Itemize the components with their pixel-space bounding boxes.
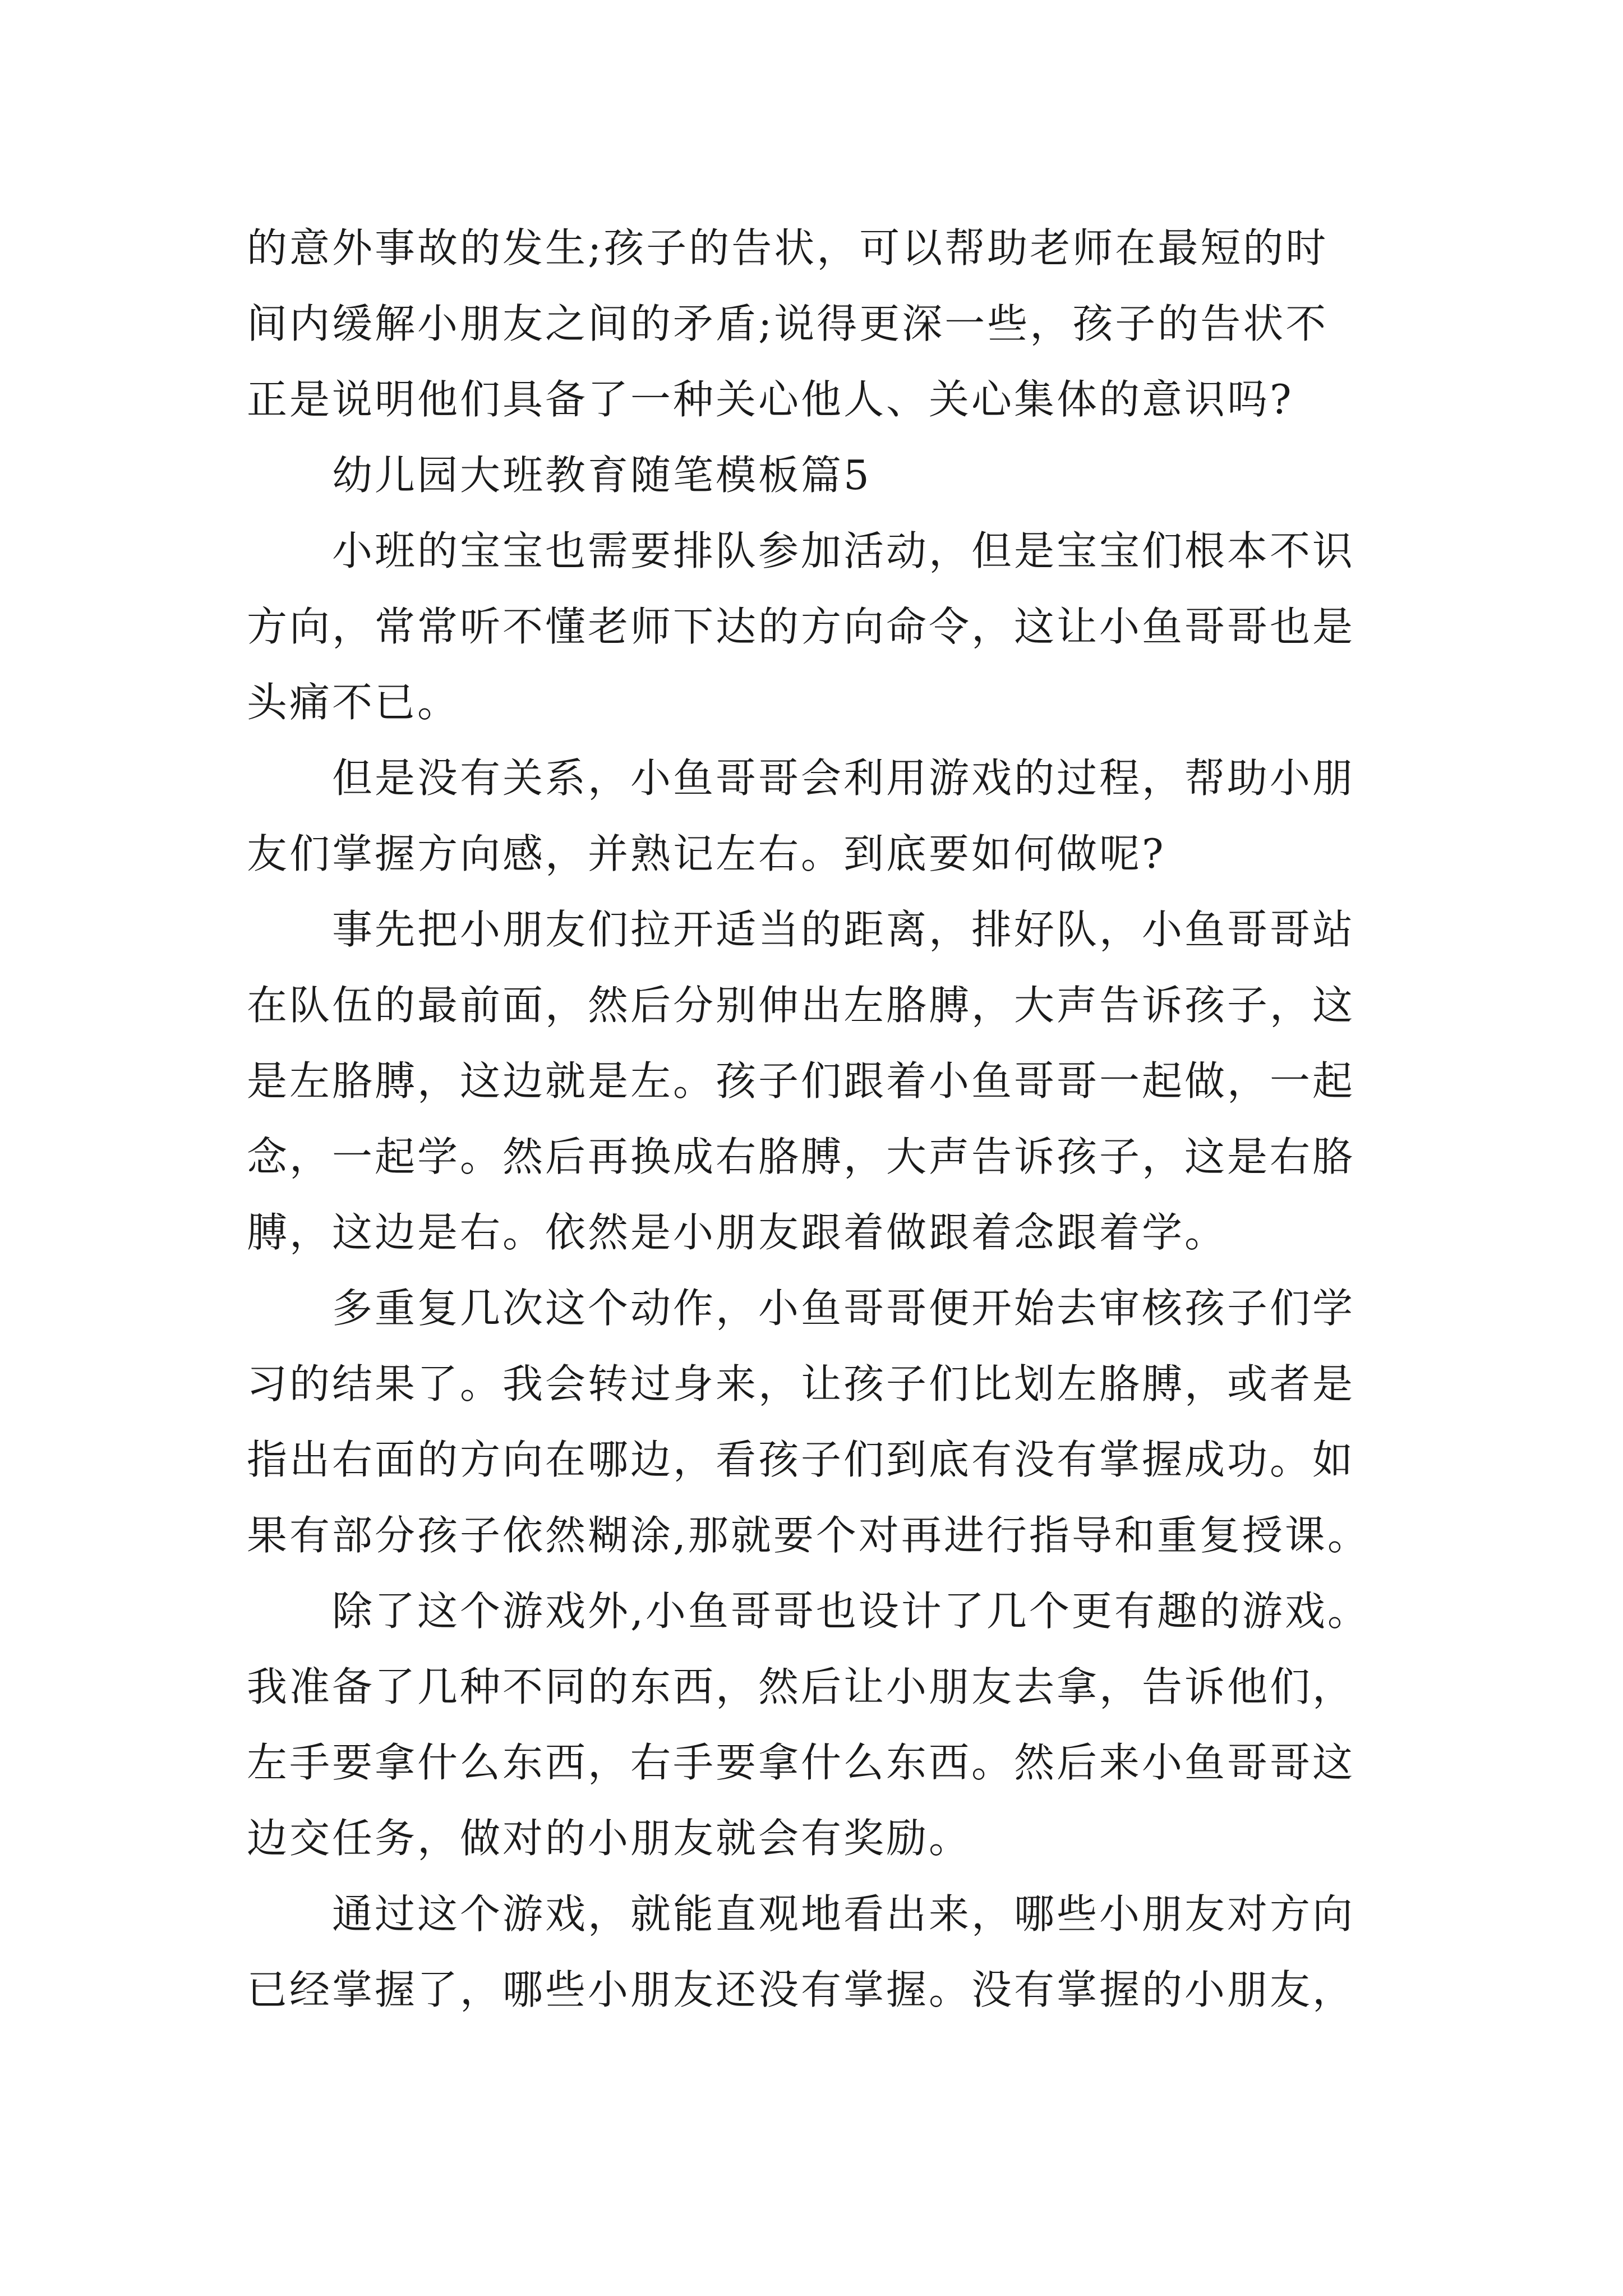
text-line: 在队伍的最前面，然后分别伸出左胳膊，大声告诉孩子，这 <box>247 982 1355 1029</box>
text-line: 左手要拿什么东西，右手要拿什么东西。然后来小鱼哥哥这 <box>247 1739 1355 1786</box>
text-line: 我准备了几种不同的东西，然后让小朋友去拿，告诉他们， <box>247 1663 1355 1710</box>
text-line: 膊，这边是右。依然是小朋友跟着做跟着念跟着学。 <box>247 1209 1228 1256</box>
text-line: 的意外事故的发生;孩子的告状，可以帮助老师在最短的时 <box>247 224 1329 272</box>
section-heading: 幼儿园大班教育随笔模板篇5 <box>247 452 872 499</box>
text-line: 指出右面的方向在哪边，看孩子们到底有没有掌握成功。如 <box>247 1436 1355 1483</box>
text-line: 间内缓解小朋友之间的矛盾;说得更深一些，孩子的告状不 <box>247 300 1329 347</box>
text-line: 多重复几次这个动作，小鱼哥哥便开始去审核孩子们学 <box>247 1285 1355 1332</box>
text-line: 通过这个游戏，就能直观地看出来，哪些小朋友对方向 <box>247 1890 1355 1938</box>
text-line: 边交任务，做对的小朋友就会有奖励。 <box>247 1815 972 1862</box>
text-line: 事先把小朋友们拉开适当的距离，排好队，小鱼哥哥站 <box>247 906 1355 953</box>
text-line: 小班的宝宝也需要排队参加活动，但是宝宝们根本不识 <box>247 527 1355 574</box>
text-line: 方向，常常听不懂老师下达的方向命令，这让小鱼哥哥也是 <box>247 603 1355 650</box>
text-line: 除了这个游戏外,小鱼哥哥也设计了几个更有趣的游戏。 <box>247 1588 1370 1635</box>
text-line: 是左胳膊，这边就是左。孩子们跟着小鱼哥哥一起做，一起 <box>247 1057 1355 1105</box>
text-line: 但是没有关系，小鱼哥哥会利用游戏的过程，帮助小朋 <box>247 754 1355 802</box>
text-line: 友们掌握方向感，并熟记左右。到底要如何做呢? <box>247 830 1166 877</box>
text-line: 头痛不已。 <box>247 679 460 726</box>
text-line: 正是说明他们具备了一种关心他人、关心集体的意识吗? <box>247 376 1294 423</box>
text-line: 已经掌握了，哪些小朋友还没有掌握。没有掌握的小朋友， <box>247 1966 1355 2013</box>
text-line: 念，一起学。然后再换成右胳膊，大声告诉孩子，这是右胳 <box>247 1133 1355 1180</box>
essay-body <box>247 210 1391 2028</box>
text-line: 习的结果了。我会转过身来，让孩子们比划左胳膊，或者是 <box>247 1360 1355 1407</box>
text-line: 果有部分孩子依然糊涂,那就要个对再进行指导和重复授课。 <box>247 1512 1370 1559</box>
